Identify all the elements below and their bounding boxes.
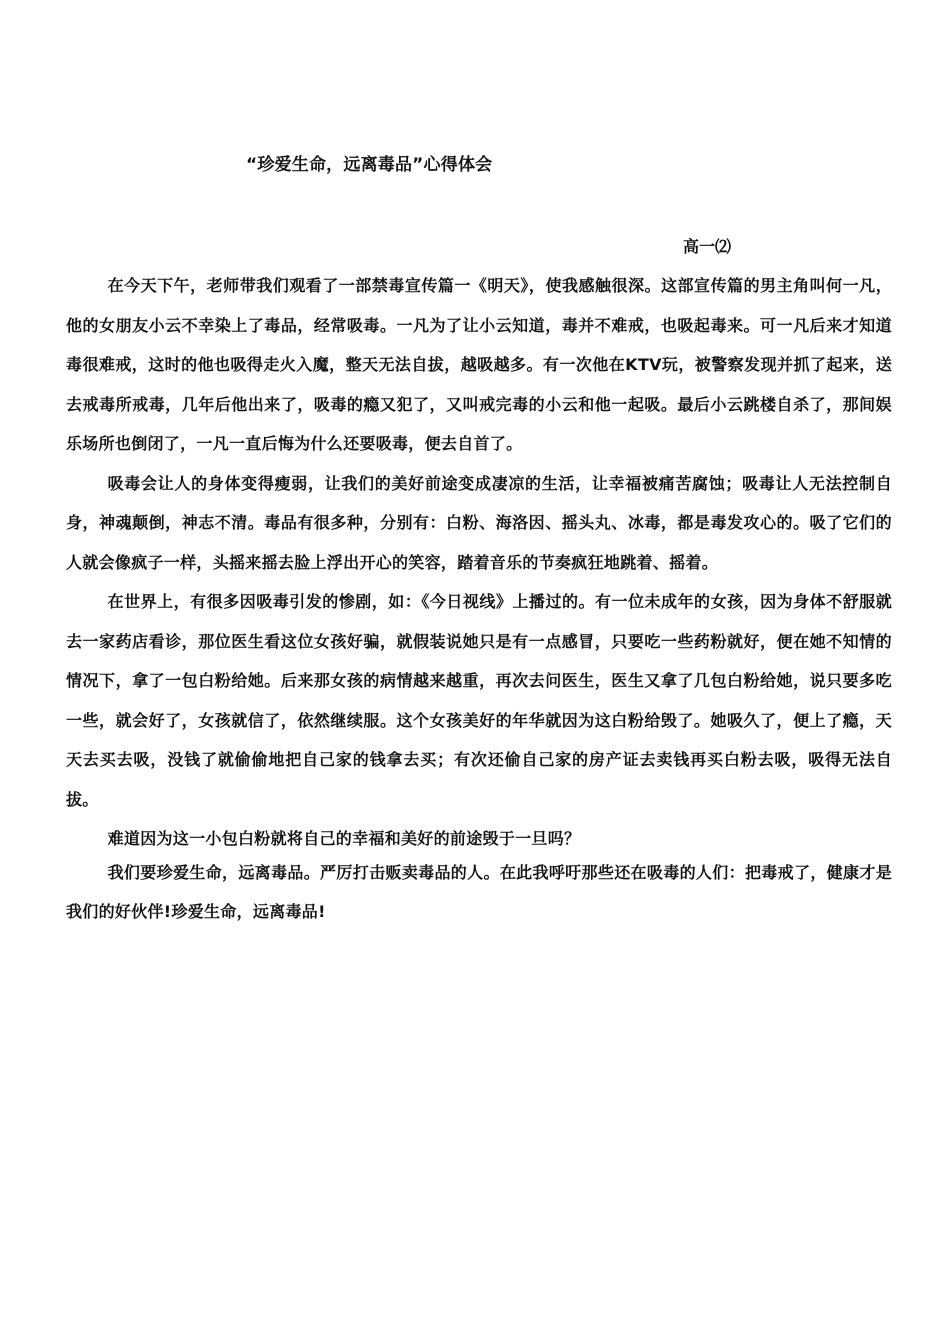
paragraph-5: 我们要珍爱生命，远离毒品。严厉打击贩卖毒品的人。在此我呼吁那些还在吸毒的人们：把毒戒了，健康才是我们的好伙伴!珍爱生命，远离毒品!	[66, 862, 892, 921]
paragraph-2: 吸毒会让人的身体变得瘦弱，让我们的美好前途变成凄凉的生活，让幸福被痛苦腐蚀；吸毒让人无法控制自身，神魂颠倒，神志不清。毒品有很多种，分别有：白粉、海洛因、摇头丸、冰毒，都是毒发攻心的。吸了它们的人就会像疯子一样，头摇来摇去脸上浮出开心的笑容，踏着音乐的节奏疯狂地跳着、摇着。	[66, 473, 892, 572]
paragraph-3: 在世界上，有很多因吸毒引发的惨剧，如：《今日视线》上播过的。有一位未成年的女孩，因为身体不舒服就去一家药店看诊，那位医生看这位女孩好骗，就假装说她只是有一点感冒，只要吃一些药粉就好，便在她不知情的情况下，拿了一包白粉给她。后来那女孩的病情越来越重，再次去问医生，医生又拿了几包白粉给她，说只要多吃一些，就会好了，女孩就信了，依然继续服。这个女孩美好的年华就因为这白粉给毁了。她吸久了，便上了瘾，天天去买去吸，没钱了就偷偷地把自己家的钱拿去买；有次还偷自己家的房产证去卖钱再买白粉去吸，吸得无法自拔。	[66, 592, 892, 809]
document-title: “珍爱生命，远离毒品”心得体会	[246, 155, 493, 175]
class-label: 高一⑵	[683, 237, 732, 256]
paragraph-1: 在今天下午，老师带我们观看了一部禁毒宣传篇一《明天》，使我感触很深。这部宣传篇的男主角叫何一凡，他的女朋友小云不幸染上了毒品，经常吸毒。一凡为了让小云知道，毒并不难戒，也吸起毒来。可一凡后来才知道毒很难戒，这时的他也吸得走火入魔，整天无法自拔，越吸越多。有一次他在KTV玩，被警察发现并抓了起来，送去戒毒所戒毒，几年后他出来了，吸毒的瘾又犯了，又叫戒完毒的小云和他一起吸。最后小云跳楼自杀了，那间娱乐场所也倒闭了，一凡一直后悔为什么还要吸毒，便去自首了。	[66, 276, 892, 453]
document-body	[66, 266, 892, 932]
paragraph-4: 难道因为这一小包白粉就将自己的幸福和美好的前途毁于一旦吗？	[107, 829, 581, 848]
